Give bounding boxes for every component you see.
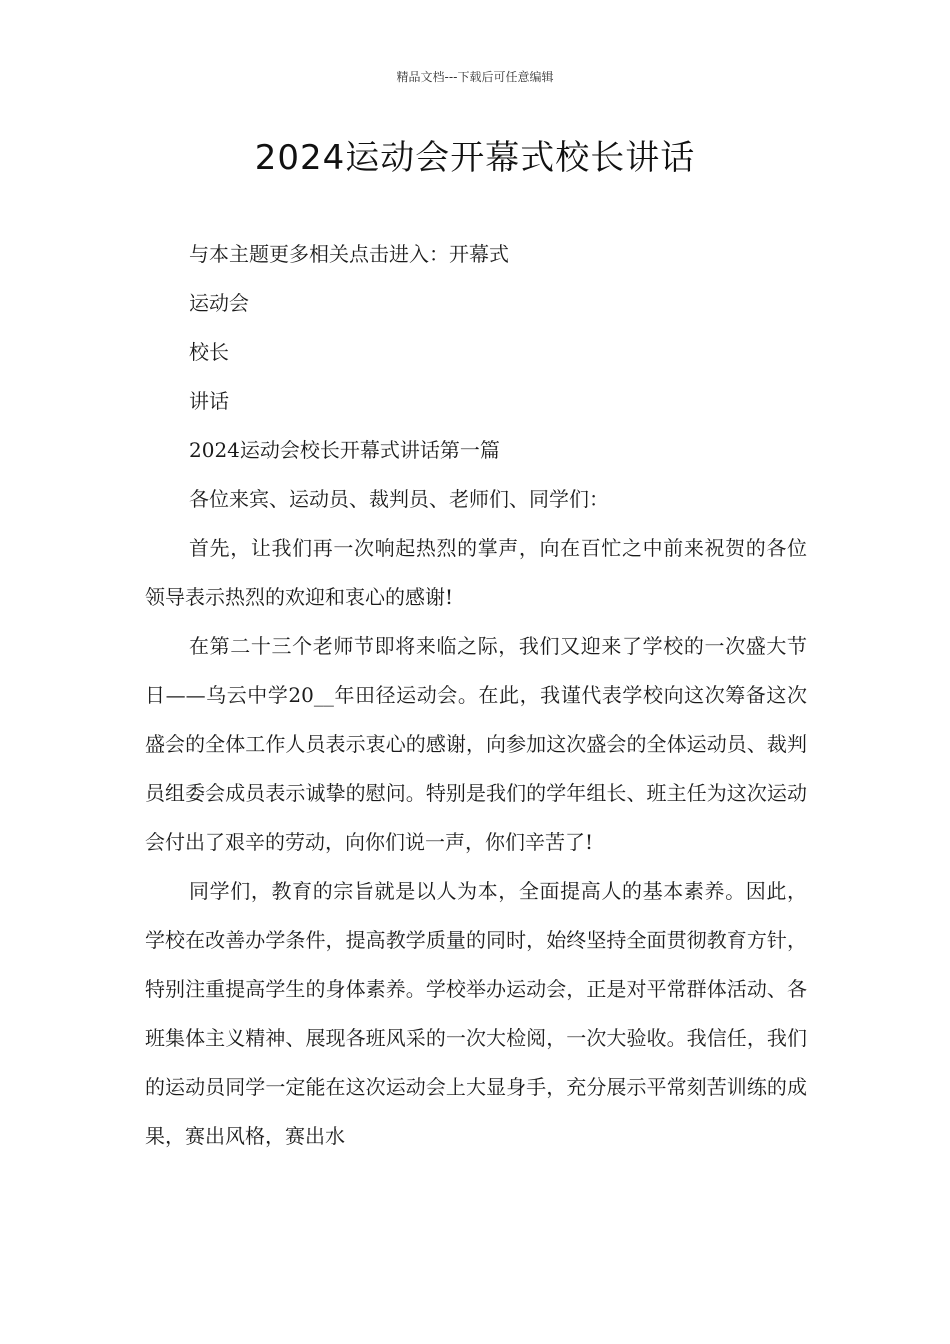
document-body bbox=[145, 230, 807, 1161]
document-title: 2024运动会开幕式校长讲话 bbox=[254, 138, 696, 178]
tag-line: 讲话 bbox=[189, 389, 229, 413]
paragraph: 首先，让我们再一次响起热烈的掌声，向在百忙之中前来祝贺的各位领导表示热烈的欢迎和衷心的感谢! bbox=[145, 536, 807, 609]
tag-line: 运动会 bbox=[189, 291, 249, 315]
header-note: 精品文档---下载后可任意编辑 bbox=[396, 70, 554, 84]
related-topics-line: 与本主题更多相关点击进入：开幕式 bbox=[189, 242, 509, 266]
section-heading: 2024运动会校长开幕式讲话第一篇 bbox=[189, 438, 500, 462]
salutation: 各位来宾、运动员、裁判员、老师们、同学们： bbox=[189, 487, 609, 511]
paragraph: 同学们，教育的宗旨就是以人为本，全面提高人的基本素养。因此，学校在改善办学条件，提高教学质量的同时，始终坚持全面贯彻教育方针，特别注重提高学生的身体素养。学校举办运动会，正是对平常群体活动、各班集体主义精神、展现各班风采的一次大检阅，一次大验收。我信任，我们的运动员同学一定能在这次运动会上大显身手，充分展示平常刻苦训练的成果，赛出风格，赛出水 bbox=[145, 879, 807, 1148]
paragraph: 在第二十三个老师节即将来临之际，我们又迎来了学校的一次盛大节日——乌云中学20__年田径运动会。在此，我谨代表学校向这次筹备这次盛会的全体工作人员表示衷心的感谢，向参加这次盛会的全体运动员、裁判员组委会成员表示诚挚的慰问。特别是我们的学年组长、班主任为这次运动会付出了艰辛的劳动，向你们说一声，你们辛苦了! bbox=[145, 634, 807, 854]
tag-line: 校长 bbox=[189, 340, 229, 364]
